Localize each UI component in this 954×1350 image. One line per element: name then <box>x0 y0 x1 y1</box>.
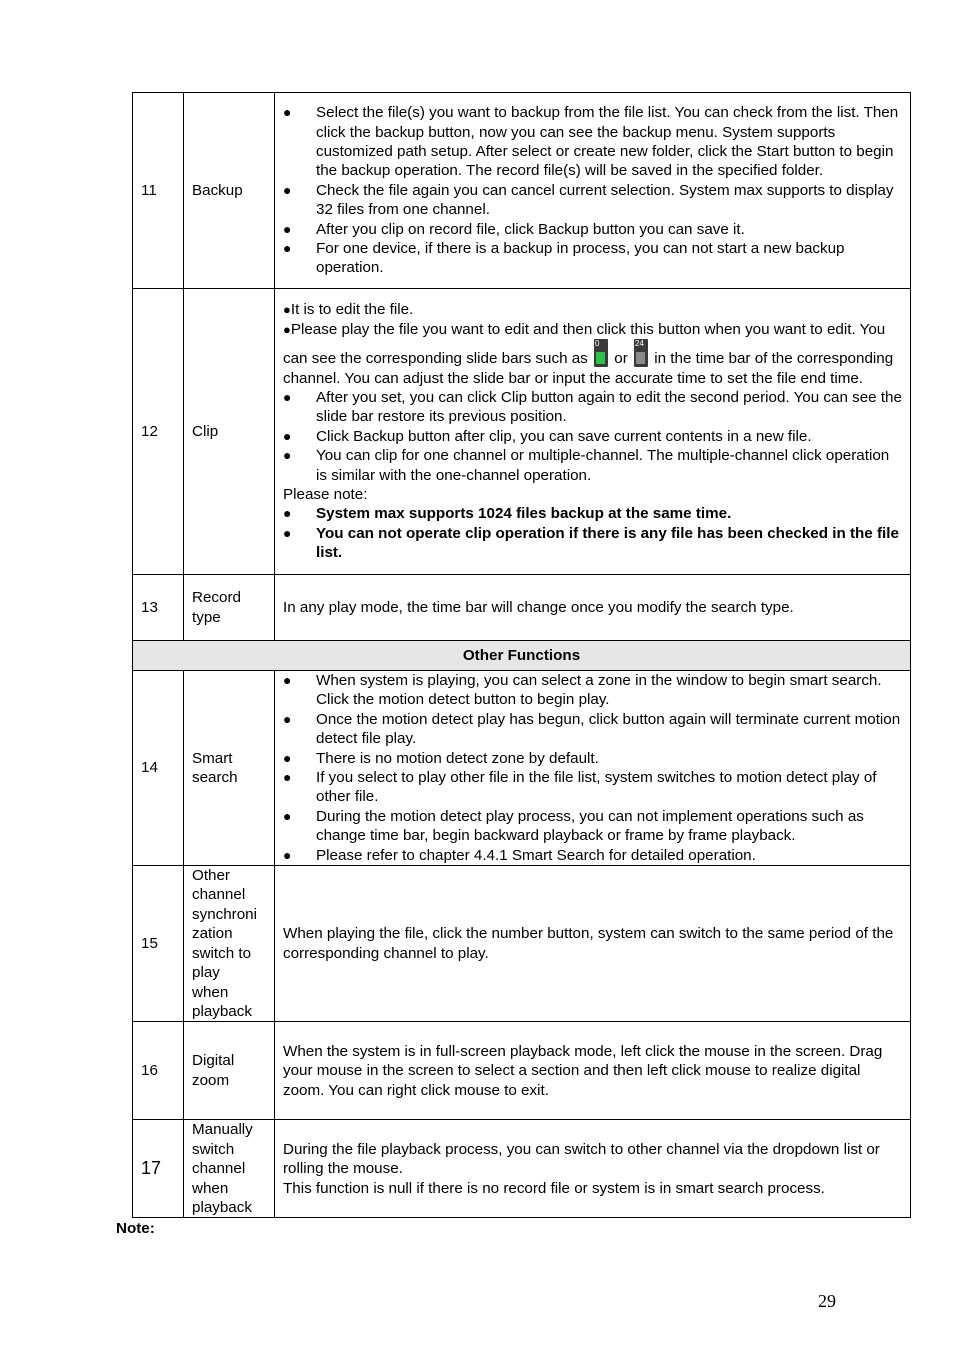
table-row <box>133 866 911 1022</box>
list-item: ● There is no motion detect zone by default. <box>283 749 902 768</box>
table-row <box>133 1022 911 1120</box>
clip-intro: It is to edit the file. <box>290 301 414 319</box>
table-row <box>133 671 911 866</box>
list-item: ● System max supports 1024 files backup at the same time. <box>283 504 902 523</box>
function-table <box>132 92 911 1218</box>
list-item: ● Please refer to chapter 4.4.1 Smart Search for detailed operation. <box>283 846 902 865</box>
section-header <box>133 641 911 671</box>
row-number: 17 <box>133 1120 184 1218</box>
row-description: During the file playback process, you can switch to other channel via the dropdown list or rolling the mouse. This function is null if there is no record file or system is in smart search process. <box>275 1120 911 1218</box>
list-item: ● For one device, if there is a backup in process, you can not start a new backup operation. <box>283 239 902 278</box>
row-number: 14 <box>133 671 184 866</box>
row-function-name: Backup <box>184 93 275 289</box>
or-text: or <box>614 350 628 368</box>
list-item: ● After you clip on record file, click Backup button you can save it. <box>283 220 902 239</box>
table-row <box>133 93 911 289</box>
row-function-name: Clip <box>184 289 275 575</box>
row-number: 15 <box>133 866 184 1022</box>
section-title: Other Functions <box>133 641 911 671</box>
row-number: 13 <box>133 575 184 641</box>
bullet-icon <box>283 321 291 338</box>
note-heading: Note: <box>116 1220 155 1237</box>
bullet-icon <box>283 301 291 318</box>
list-item: ● After you set, you can click Clip button again to edit the second period. You can see the slide bar restore its previous position. <box>283 388 902 427</box>
row-description <box>275 671 911 866</box>
row-description <box>275 93 911 289</box>
list-item: ● Check the file again you can cancel current selection. System max supports to display 32 files from one channel. <box>283 181 902 220</box>
list-item: ● You can clip for one channel or multiple-channel. The multiple-channel click operation is similar with the one-channel operation. <box>283 446 902 485</box>
row-number: 12 <box>133 289 184 575</box>
row-number: 11 <box>133 93 184 289</box>
row-function-name: Smart search <box>184 671 275 866</box>
table-row <box>133 289 911 575</box>
row-description: When playing the file, click the number button, system can switch to the same period of the corresponding channel to play. <box>275 866 911 1022</box>
clip-instruction: Please play the file you want to edit and then click this button when you want to edit. You can see the corresponding slide bars such as <box>283 320 886 368</box>
row-function-name: Other channel synchroni zation switch to play when playback <box>184 866 275 1022</box>
page-number: 29 <box>818 1291 836 1311</box>
list-item: ● If you select to play other file in the file list, system switches to motion detect play of other file. <box>283 768 902 807</box>
list-item: ● During the motion detect play process, you can not implement operations such as change time bar, begin backward playback or frame by frame playback. <box>283 807 902 846</box>
row-description <box>275 289 911 575</box>
list-item: ● Once the motion detect play has begun, click button again will terminate current motion detect file play. <box>283 710 902 749</box>
list-item: ● You can not operate clip operation if there is any file has been checked in the file list. <box>283 524 902 563</box>
slide-bar-start-icon: 0 <box>594 339 608 367</box>
row-description: In any play mode, the time bar will change once you modify the search type. <box>275 575 911 641</box>
list-item: ● Click Backup button after clip, you can save current contents in a new file. <box>283 427 902 446</box>
list-item: ● Select the file(s) you want to backup from the file list. You can check from the list. Then click the backup button, now you can see the backup menu. System supports customized path setup. After select or create new folder, click the Start button to begin the backup operation. The record file(s) will be saved in the specified folder. <box>283 103 902 181</box>
table-row <box>133 1120 911 1218</box>
row-description: When the system is in full-screen playback mode, left click the mouse in the screen. Drag your mouse in the screen to select a section and then left click mouse to realize digital zoom. You can right click mouse to exit. <box>275 1022 911 1120</box>
row-number: 16 <box>133 1022 184 1120</box>
slide-bar-end-icon: 24 <box>634 339 648 367</box>
table-row <box>133 575 911 641</box>
list-item: ● When system is playing, you can select a zone in the window to begin smart search. Click the motion detect button to begin play. <box>283 671 902 710</box>
note-label: Please note: <box>283 486 368 504</box>
row-function-name: Manually switch channel when playback <box>184 1120 275 1218</box>
clip-instruction-cont: in the time bar of the corresponding channel. You can adjust the slide bar or input the accurate time to set the file end time. <box>283 350 894 387</box>
row-function-name: Record type <box>184 575 275 641</box>
row-function-name: Digital zoom <box>184 1022 275 1120</box>
